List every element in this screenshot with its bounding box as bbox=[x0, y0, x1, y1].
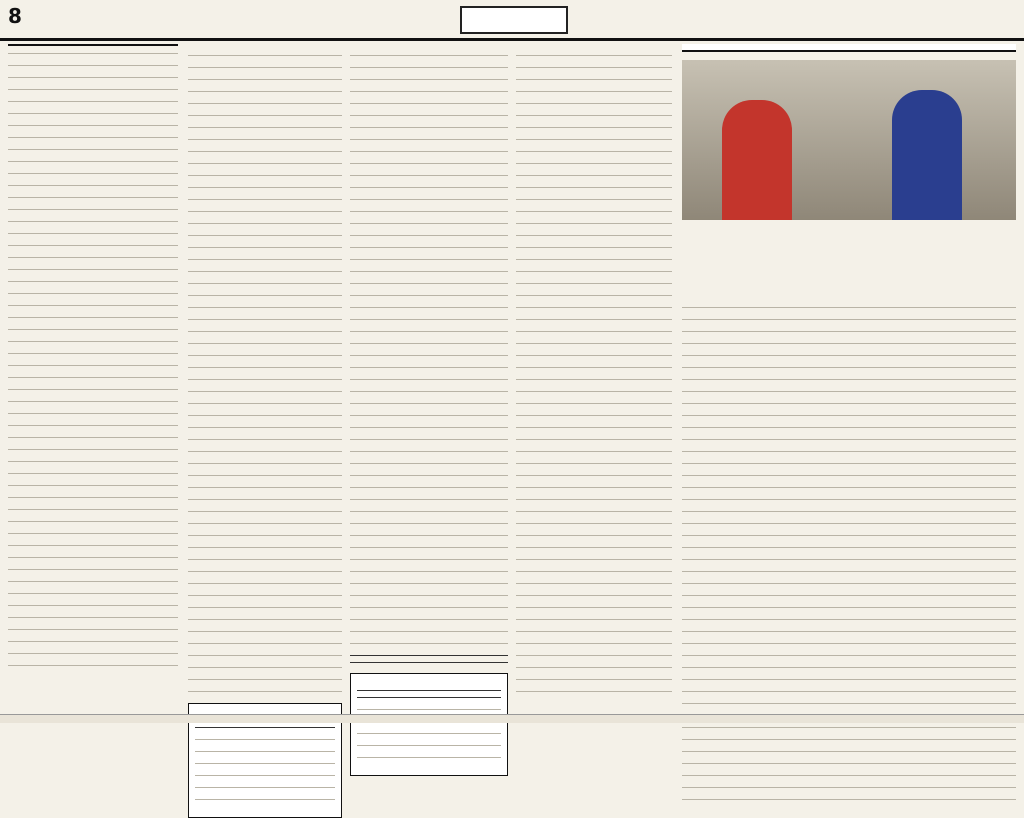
article-column-3 bbox=[350, 44, 508, 776]
text-line bbox=[350, 319, 508, 320]
text-line bbox=[350, 295, 508, 296]
text-line bbox=[8, 449, 178, 450]
text-line bbox=[682, 607, 1016, 608]
text-line bbox=[188, 679, 342, 680]
text-line bbox=[8, 341, 178, 342]
text-line bbox=[516, 439, 672, 440]
text-line bbox=[8, 665, 178, 666]
text-line bbox=[682, 415, 1016, 416]
text-line bbox=[188, 619, 342, 620]
text-line bbox=[516, 487, 672, 488]
text-line bbox=[8, 401, 178, 402]
text-line bbox=[188, 439, 342, 440]
text-line bbox=[195, 751, 335, 752]
text-line bbox=[516, 187, 672, 188]
results-box-2 bbox=[350, 673, 508, 776]
text-line bbox=[188, 247, 342, 248]
article-column-1 bbox=[8, 44, 178, 677]
text-line bbox=[682, 739, 1016, 740]
text-line bbox=[350, 583, 508, 584]
text-line bbox=[350, 103, 508, 104]
text-line bbox=[188, 655, 342, 656]
text-line bbox=[188, 607, 342, 608]
text-line bbox=[188, 319, 342, 320]
text-line bbox=[188, 523, 342, 524]
text-line bbox=[516, 523, 672, 524]
text-line bbox=[516, 427, 672, 428]
text-line bbox=[357, 757, 501, 758]
photo-caption bbox=[682, 226, 1016, 296]
text-line bbox=[188, 391, 342, 392]
text-line bbox=[8, 89, 178, 90]
text-line bbox=[682, 583, 1016, 584]
text-line bbox=[350, 391, 508, 392]
text-line bbox=[8, 173, 178, 174]
text-line bbox=[682, 619, 1016, 620]
text-line bbox=[516, 163, 672, 164]
text-line bbox=[682, 487, 1016, 488]
text-line bbox=[8, 137, 178, 138]
text-line bbox=[350, 571, 508, 572]
text-line bbox=[357, 733, 501, 734]
text-line bbox=[8, 569, 178, 570]
results-box-body bbox=[195, 739, 335, 800]
text-line bbox=[682, 367, 1016, 368]
text-line bbox=[516, 367, 672, 368]
text-line bbox=[188, 235, 342, 236]
text-line bbox=[350, 127, 508, 128]
text-line bbox=[516, 667, 672, 668]
text-line bbox=[188, 475, 342, 476]
text-line bbox=[350, 283, 508, 284]
body-text-4 bbox=[516, 55, 672, 692]
text-line bbox=[8, 545, 178, 546]
text-line bbox=[682, 439, 1016, 440]
text-line bbox=[682, 451, 1016, 452]
page-footer bbox=[0, 714, 1024, 723]
text-line bbox=[516, 271, 672, 272]
text-line bbox=[516, 343, 672, 344]
text-line bbox=[350, 535, 508, 536]
text-line bbox=[682, 571, 1016, 572]
text-line bbox=[350, 379, 508, 380]
text-line bbox=[188, 199, 342, 200]
text-line bbox=[350, 631, 508, 632]
text-line bbox=[682, 511, 1016, 512]
text-line bbox=[516, 331, 672, 332]
text-line bbox=[516, 691, 672, 692]
text-line bbox=[188, 271, 342, 272]
body-text-1 bbox=[8, 53, 178, 666]
text-line bbox=[8, 365, 178, 366]
text-line bbox=[188, 295, 342, 296]
text-line bbox=[682, 307, 1016, 308]
text-line bbox=[188, 127, 342, 128]
text-line bbox=[188, 631, 342, 632]
text-line bbox=[188, 115, 342, 116]
text-line bbox=[350, 331, 508, 332]
text-line bbox=[516, 247, 672, 248]
text-line bbox=[195, 787, 335, 788]
text-line bbox=[350, 547, 508, 548]
text-line bbox=[350, 151, 508, 152]
text-line bbox=[8, 185, 178, 186]
text-line bbox=[188, 139, 342, 140]
text-line bbox=[516, 631, 672, 632]
text-line bbox=[516, 139, 672, 140]
text-line bbox=[516, 583, 672, 584]
article-column-4 bbox=[516, 44, 672, 703]
text-line bbox=[682, 679, 1016, 680]
text-line bbox=[8, 377, 178, 378]
text-line bbox=[188, 463, 342, 464]
text-line bbox=[8, 329, 178, 330]
text-line bbox=[188, 67, 342, 68]
text-line bbox=[350, 427, 508, 428]
text-line bbox=[516, 223, 672, 224]
text-line bbox=[195, 763, 335, 764]
text-line bbox=[188, 559, 342, 560]
text-line bbox=[516, 307, 672, 308]
text-line bbox=[682, 787, 1016, 788]
text-line bbox=[8, 389, 178, 390]
text-line bbox=[350, 403, 508, 404]
text-line bbox=[682, 643, 1016, 644]
text-line bbox=[8, 473, 178, 474]
text-line bbox=[188, 91, 342, 92]
text-line bbox=[8, 125, 178, 126]
body-text-2 bbox=[188, 55, 342, 692]
text-line bbox=[516, 571, 672, 572]
text-line bbox=[350, 91, 508, 92]
boxer-red-figure bbox=[722, 100, 792, 220]
text-line bbox=[188, 583, 342, 584]
text-line bbox=[188, 691, 342, 692]
text-line bbox=[188, 367, 342, 368]
text-line bbox=[682, 391, 1016, 392]
text-line bbox=[350, 415, 508, 416]
text-line bbox=[8, 101, 178, 102]
text-line bbox=[350, 271, 508, 272]
text-line bbox=[516, 499, 672, 500]
text-line bbox=[195, 775, 335, 776]
text-line bbox=[188, 415, 342, 416]
text-line bbox=[682, 763, 1016, 764]
text-line bbox=[8, 497, 178, 498]
text-line bbox=[188, 379, 342, 380]
text-line bbox=[350, 355, 508, 356]
text-line bbox=[188, 331, 342, 332]
text-line bbox=[350, 199, 508, 200]
text-line bbox=[195, 739, 335, 740]
text-line bbox=[8, 533, 178, 534]
text-line bbox=[350, 175, 508, 176]
text-line bbox=[682, 775, 1016, 776]
text-line bbox=[682, 463, 1016, 464]
text-line bbox=[350, 67, 508, 68]
text-line bbox=[516, 175, 672, 176]
text-line bbox=[516, 379, 672, 380]
text-line bbox=[682, 355, 1016, 356]
text-line bbox=[350, 307, 508, 308]
text-line bbox=[8, 293, 178, 294]
text-line bbox=[682, 727, 1016, 728]
text-line bbox=[516, 151, 672, 152]
article-subhead bbox=[350, 655, 508, 663]
results-box-title bbox=[357, 690, 501, 698]
text-line bbox=[188, 79, 342, 80]
text-line bbox=[357, 709, 501, 710]
text-line bbox=[350, 595, 508, 596]
text-line bbox=[8, 605, 178, 606]
text-line bbox=[8, 461, 178, 462]
text-line bbox=[350, 463, 508, 464]
text-line bbox=[682, 751, 1016, 752]
text-line bbox=[188, 187, 342, 188]
text-line bbox=[8, 77, 178, 78]
text-line bbox=[516, 127, 672, 128]
text-line bbox=[188, 427, 342, 428]
text-line bbox=[516, 259, 672, 260]
text-line bbox=[350, 643, 508, 644]
text-line bbox=[188, 103, 342, 104]
text-line bbox=[682, 547, 1016, 548]
text-line bbox=[8, 281, 178, 282]
text-line bbox=[350, 475, 508, 476]
text-line bbox=[682, 631, 1016, 632]
text-line bbox=[516, 415, 672, 416]
text-line bbox=[350, 163, 508, 164]
text-line bbox=[350, 187, 508, 188]
feature-headline bbox=[682, 44, 1016, 52]
text-line bbox=[516, 295, 672, 296]
text-line bbox=[350, 523, 508, 524]
text-line bbox=[188, 547, 342, 548]
text-line bbox=[8, 521, 178, 522]
text-line bbox=[516, 607, 672, 608]
text-line bbox=[682, 427, 1016, 428]
text-line bbox=[8, 653, 178, 654]
text-line bbox=[8, 209, 178, 210]
boxing-photo bbox=[682, 60, 1016, 220]
text-line bbox=[188, 643, 342, 644]
text-line bbox=[8, 197, 178, 198]
text-line bbox=[682, 403, 1016, 404]
text-line bbox=[8, 629, 178, 630]
text-line bbox=[682, 703, 1016, 704]
text-line bbox=[516, 475, 672, 476]
text-line bbox=[188, 511, 342, 512]
text-line bbox=[188, 499, 342, 500]
section-masthead bbox=[460, 6, 568, 34]
text-line bbox=[682, 535, 1016, 536]
text-line bbox=[8, 317, 178, 318]
text-line bbox=[8, 257, 178, 258]
text-line bbox=[516, 511, 672, 512]
text-line bbox=[188, 163, 342, 164]
text-line bbox=[8, 221, 178, 222]
text-line bbox=[188, 259, 342, 260]
text-line bbox=[8, 557, 178, 558]
text-line bbox=[188, 451, 342, 452]
text-line bbox=[8, 593, 178, 594]
text-line bbox=[8, 437, 178, 438]
text-line bbox=[8, 617, 178, 618]
text-line bbox=[350, 451, 508, 452]
text-line bbox=[682, 595, 1016, 596]
text-line bbox=[188, 355, 342, 356]
text-line bbox=[350, 115, 508, 116]
text-line bbox=[188, 55, 342, 56]
text-line bbox=[350, 619, 508, 620]
text-line bbox=[516, 619, 672, 620]
text-line bbox=[516, 211, 672, 212]
text-line bbox=[516, 679, 672, 680]
text-line bbox=[682, 691, 1016, 692]
text-line bbox=[516, 463, 672, 464]
text-line bbox=[188, 343, 342, 344]
text-line bbox=[350, 55, 508, 56]
text-line bbox=[188, 487, 342, 488]
text-line bbox=[350, 367, 508, 368]
text-line bbox=[350, 487, 508, 488]
article-headline-1 bbox=[8, 44, 178, 46]
text-line bbox=[516, 235, 672, 236]
text-line bbox=[188, 667, 342, 668]
boxer-blue-figure bbox=[892, 90, 962, 220]
text-line bbox=[516, 67, 672, 68]
text-line bbox=[350, 223, 508, 224]
text-line bbox=[516, 535, 672, 536]
text-line bbox=[516, 595, 672, 596]
text-line bbox=[8, 53, 178, 54]
text-line bbox=[350, 607, 508, 608]
text-line bbox=[188, 403, 342, 404]
text-line bbox=[350, 559, 508, 560]
text-line bbox=[682, 499, 1016, 500]
text-line bbox=[188, 307, 342, 308]
text-line bbox=[516, 79, 672, 80]
text-line bbox=[516, 643, 672, 644]
text-line bbox=[682, 379, 1016, 380]
article-column-2 bbox=[188, 44, 342, 818]
feature-article bbox=[682, 44, 1016, 811]
text-line bbox=[350, 79, 508, 80]
text-line bbox=[188, 223, 342, 224]
text-line bbox=[350, 511, 508, 512]
text-line bbox=[682, 331, 1016, 332]
text-line bbox=[516, 103, 672, 104]
text-line bbox=[350, 343, 508, 344]
text-line bbox=[516, 355, 672, 356]
text-line bbox=[682, 655, 1016, 656]
text-line bbox=[682, 319, 1016, 320]
text-line bbox=[682, 475, 1016, 476]
text-line bbox=[682, 523, 1016, 524]
text-line bbox=[682, 343, 1016, 344]
text-line bbox=[357, 745, 501, 746]
text-line bbox=[516, 451, 672, 452]
text-line bbox=[350, 499, 508, 500]
text-line bbox=[188, 595, 342, 596]
text-line bbox=[682, 799, 1016, 800]
text-line bbox=[516, 199, 672, 200]
text-line bbox=[350, 439, 508, 440]
text-line bbox=[350, 235, 508, 236]
text-line bbox=[188, 571, 342, 572]
text-line bbox=[516, 91, 672, 92]
text-line bbox=[8, 353, 178, 354]
page-number: 8 bbox=[8, 4, 22, 28]
text-line bbox=[8, 425, 178, 426]
text-line bbox=[350, 211, 508, 212]
text-line bbox=[8, 413, 178, 414]
text-line bbox=[8, 269, 178, 270]
text-line bbox=[516, 283, 672, 284]
text-line bbox=[8, 641, 178, 642]
text-line bbox=[516, 115, 672, 116]
text-line bbox=[188, 283, 342, 284]
text-line bbox=[682, 667, 1016, 668]
text-line bbox=[516, 547, 672, 548]
text-line bbox=[8, 509, 178, 510]
text-line bbox=[8, 233, 178, 234]
text-line bbox=[516, 391, 672, 392]
text-line bbox=[350, 139, 508, 140]
text-line bbox=[8, 65, 178, 66]
text-line bbox=[8, 113, 178, 114]
text-line bbox=[8, 305, 178, 306]
text-line bbox=[8, 485, 178, 486]
text-line bbox=[188, 211, 342, 212]
text-line bbox=[8, 161, 178, 162]
text-line bbox=[188, 175, 342, 176]
text-line bbox=[8, 149, 178, 150]
text-line bbox=[516, 319, 672, 320]
text-line bbox=[188, 151, 342, 152]
text-line bbox=[516, 403, 672, 404]
text-line bbox=[682, 559, 1016, 560]
text-line bbox=[516, 55, 672, 56]
text-line bbox=[195, 799, 335, 800]
body-text-5 bbox=[682, 307, 1016, 800]
text-line bbox=[350, 247, 508, 248]
text-line bbox=[8, 581, 178, 582]
text-line bbox=[350, 259, 508, 260]
page-header bbox=[0, 0, 1024, 41]
text-line bbox=[188, 535, 342, 536]
body-text-3 bbox=[350, 55, 508, 644]
text-line bbox=[516, 559, 672, 560]
text-line bbox=[8, 245, 178, 246]
text-line bbox=[516, 655, 672, 656]
